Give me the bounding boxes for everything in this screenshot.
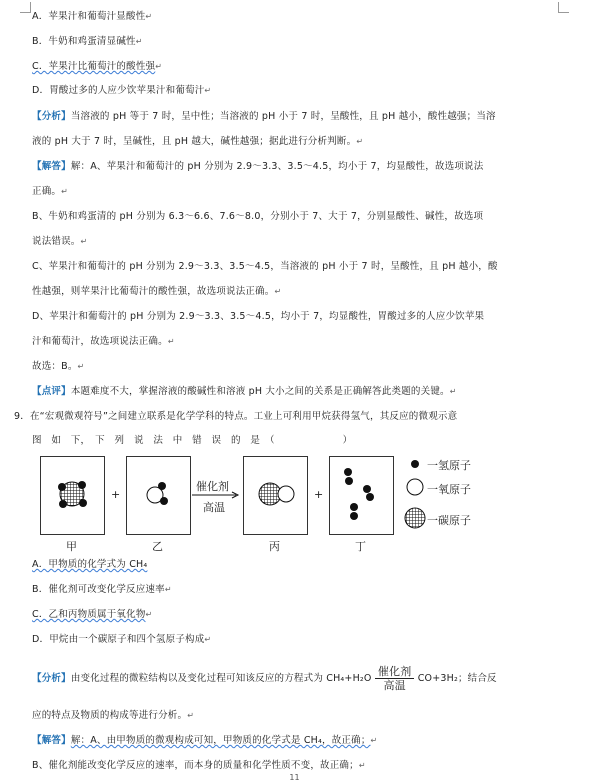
hydrogen-molecules-icon xyxy=(330,457,393,534)
plus-sign-2: + xyxy=(314,488,324,501)
q8-analysis-line1: 【分析】当溶液的 pH 等于 7 时，呈中性；当溶液的 pH 小于 7 时，呈酸性，且 pH 越小，酸性越强；当溶 xyxy=(32,111,496,122)
q8-option-a: A．苹果汁和葡萄汁显酸性↵ xyxy=(32,11,153,22)
q8-choice: 故选：B。↵ xyxy=(32,361,85,372)
legend-oxygen: 一氧原子 xyxy=(427,483,471,496)
high-temp-label: 高温 xyxy=(203,501,225,514)
molecule-bing-box xyxy=(243,456,308,535)
q8-analysis-line2: 液的 pH 大于 7 时，呈碱性，且 pH 越大，碱性越强；据此进行分析判断。↵ xyxy=(32,136,364,147)
q9-option-d: D．甲烷由一个碳原子和四个氢原子构成↵ xyxy=(32,634,212,645)
plus-sign-1: + xyxy=(111,488,121,501)
label-jia: 甲 xyxy=(66,540,77,553)
q8-answer-c2: 性越强，则苹果汁比葡萄汁的酸性强，故选项说法正确。↵ xyxy=(32,286,282,297)
q9-answer-a: 【解答】解：A、由甲物质的微观构成可知，甲物质的化学式是 CH₄，故正确；↵ xyxy=(32,735,378,746)
q9-option-b: B．催化剂可改变化学反应速率↵ xyxy=(32,584,172,595)
label-bing: 丙 xyxy=(269,540,280,553)
legend-symbols-icon xyxy=(404,457,426,535)
q9-answer-b: B、催化剂能改变化学反应的速率，而本身的质量和化学性质不变，故正确；↵ xyxy=(32,760,366,771)
q9-option-c: C．乙和丙物质属于氧化物↵ xyxy=(32,609,153,620)
q8-answer-a2: 正确。↵ xyxy=(32,186,69,197)
comment-tag: 【点评】 xyxy=(32,386,71,397)
legend-carbon: 一碳原子 xyxy=(427,514,471,527)
analysis-tag: 【分析】 xyxy=(32,111,71,122)
molecule-yi-box xyxy=(126,456,191,535)
label-yi: 乙 xyxy=(152,540,163,553)
analysis-tag-q9: 【分析】 xyxy=(32,673,71,684)
top-right-corner-mark xyxy=(558,2,569,13)
q8-answer-a1: 【解答】解：A、苹果汁和葡萄汁的 pH 分别为 2.9～3.3、3.5～4.5，均小于 7，均显酸性，故选项说法 xyxy=(32,161,484,172)
q8-option-d: D．胃酸过多的人应少饮苹果汁和葡萄汁↵ xyxy=(32,85,212,96)
q9-option-a: A．甲物质的化学式为 CH₄ xyxy=(32,559,148,570)
q8-answer-b2: 说法错误。↵ xyxy=(32,236,88,247)
q8-answer-d1: D、苹果汁和葡萄汁的 pH 分别为 2.9～3.3、3.5～4.5，均小于 7，均显酸性，胃酸过多的人应少饮苹果 xyxy=(32,311,485,322)
q8-comment: 【点评】本题难度不大，掌握溶液的酸碱性和溶液 pH 大小之间的关系是正确解答此类题的关键。↵ xyxy=(32,386,457,397)
arrow-icon xyxy=(192,491,240,499)
q8-option-c: C．苹果汁比葡萄汁的酸性强↵ xyxy=(32,61,163,72)
label-ding: 丁 xyxy=(355,540,366,553)
methane-molecule-icon xyxy=(41,457,104,534)
q9-analysis-line1: 【分析】由变化过程的微粒结构以及变化过程可知该反应的方程式为 CH₄+H₂O $\frac{\text{催化剂}}{\text{高温}}$ CO+3H₂；结合反 xyxy=(32,665,497,692)
answer-tag-q9: 【解答】 xyxy=(32,735,71,746)
q8-answer-b1: B、牛奶和鸡蛋清的 pH 分别为 6.3～6.6、7.6～8.0，分别小于 7、大于 7，分别显酸性、碱性，故选项 xyxy=(32,211,484,222)
q9-stem-line1: 9．在“宏观微观符号”之间建立联系是化学学科的特点。工业上可利用甲烷获得氢气，其反应的微观示意 xyxy=(14,411,458,422)
top-left-corner-mark xyxy=(20,2,31,13)
q8-option-b: B．牛奶和鸡蛋清显碱性↵ xyxy=(32,36,143,47)
reaction-condition: $\frac{\text{催化剂}}{\text{高温}}$ xyxy=(375,665,415,692)
legend-hydrogen: 一氢原子 xyxy=(427,459,471,472)
q8-answer-c1: C、苹果汁和葡萄汁的 pH 分别为 2.9～3.3、3.5～4.5，当溶液的 pH 小于 7 时，呈酸性，且 pH 越小，酸 xyxy=(32,261,498,272)
q9-analysis-line2: 应的特点及物质的构成等进行分析。↵ xyxy=(32,710,195,721)
water-molecule-icon xyxy=(127,457,190,534)
carbon-monoxide-molecule-icon xyxy=(244,457,307,534)
page-number: 11 xyxy=(289,773,300,782)
q8-answer-d2: 汁和葡萄汁，故选项说法正确。↵ xyxy=(32,336,175,347)
catalyst-label: 催化剂 xyxy=(196,480,229,493)
molecule-ding-box xyxy=(329,456,394,535)
answer-tag: 【解答】 xyxy=(32,161,71,172)
molecule-jia-box xyxy=(40,456,105,535)
q9-stem-line2: 图 如 下， 下 列 说 法 中 错 误 的 是 （ ） xyxy=(32,435,353,446)
